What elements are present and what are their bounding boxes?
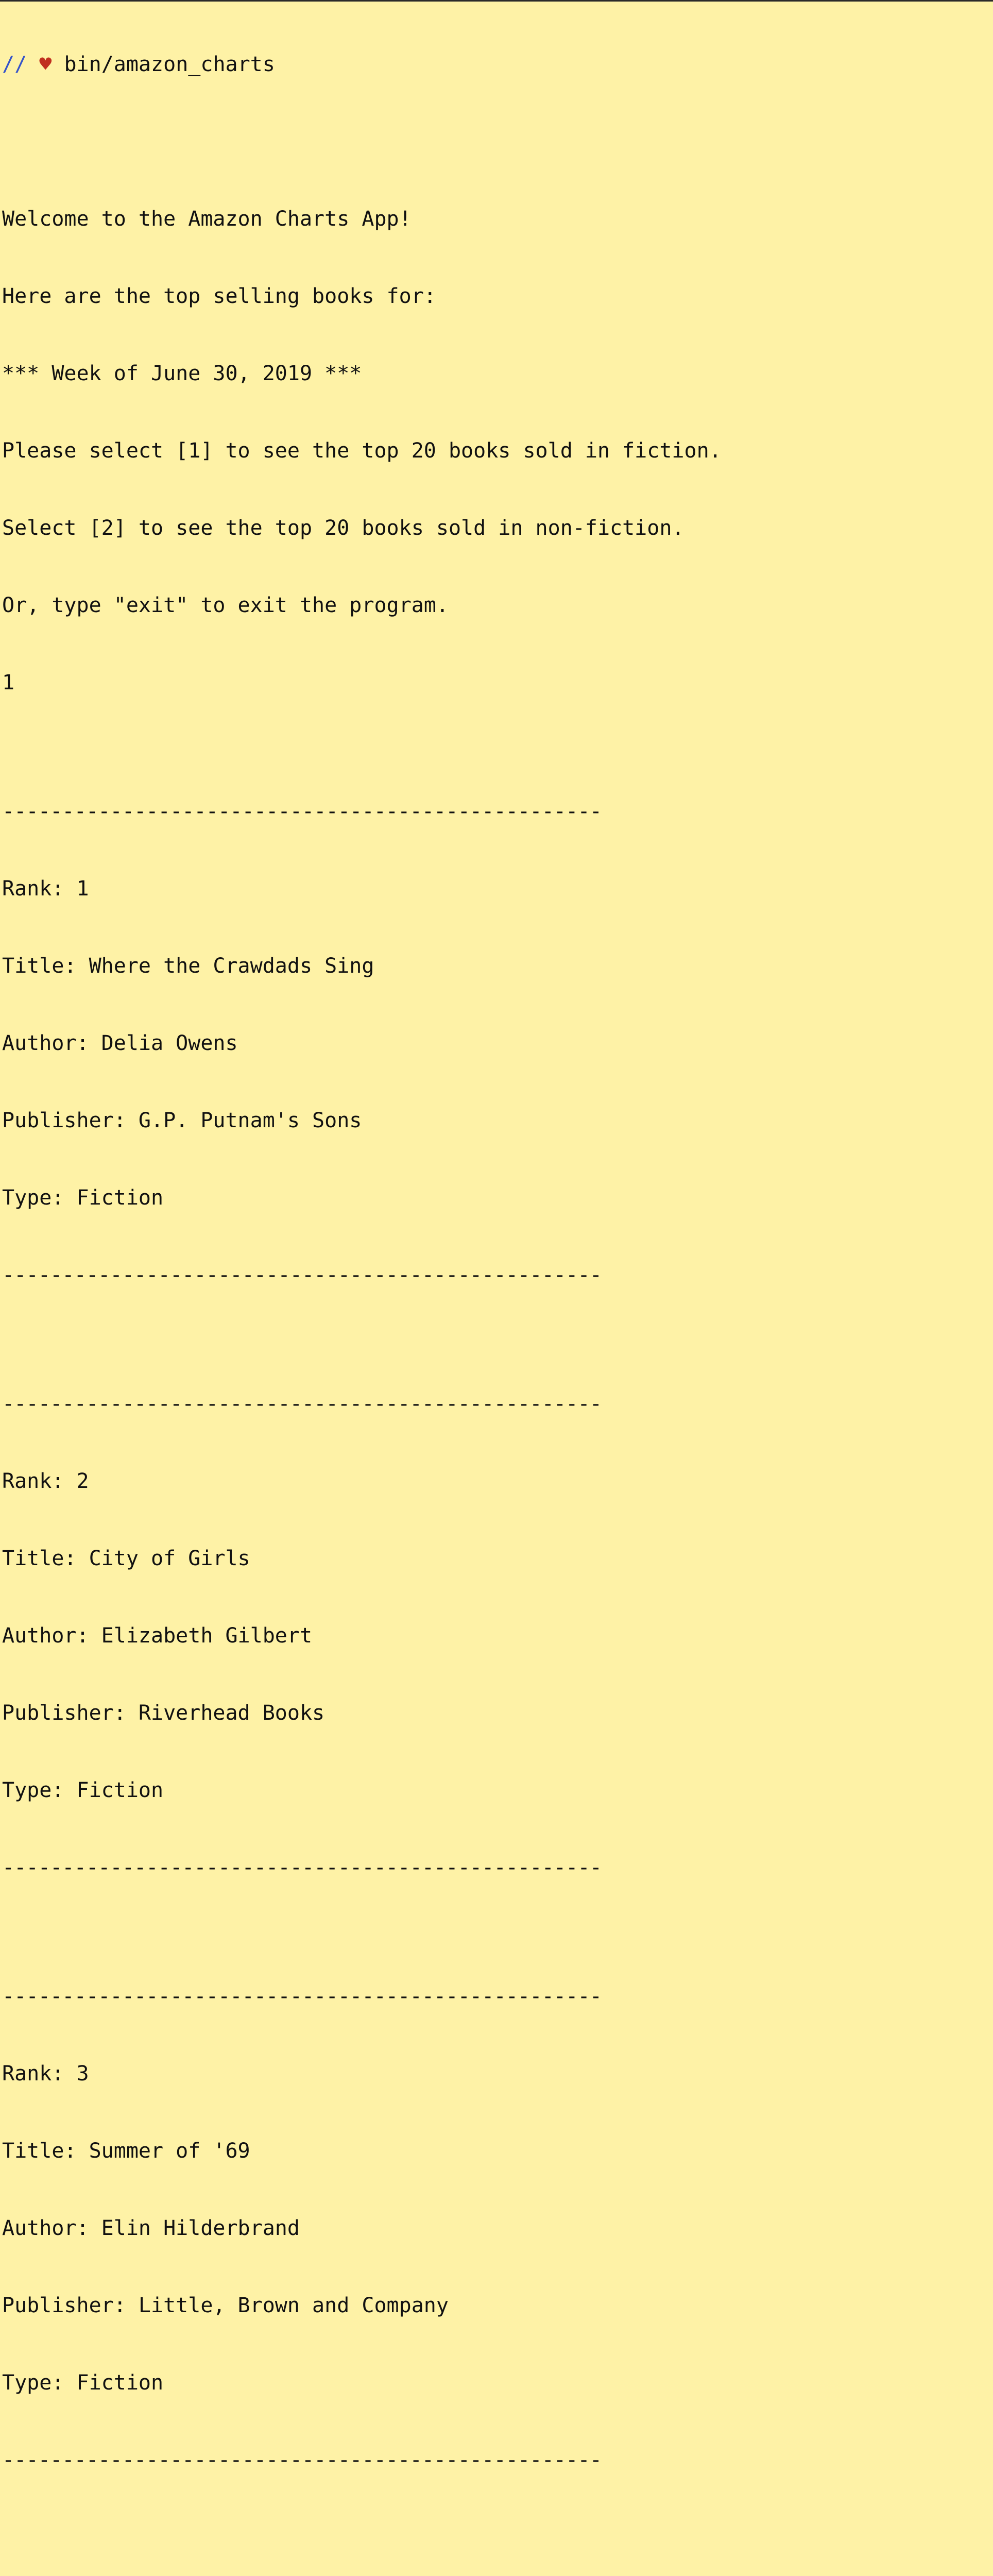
- book-author: Author: Delia Owens: [2, 1031, 238, 1055]
- separator-line: --------------------------------------------------: [2, 1263, 602, 1287]
- week-label: *** Week of June 30, 2019 ***: [2, 362, 362, 385]
- book-author: Author: Elizabeth Gilbert: [2, 1624, 313, 1648]
- book-type: Type: Fiction: [2, 1778, 164, 1802]
- book-rank: Rank: 1: [2, 877, 89, 901]
- terminal-output[interactable]: [2, 0, 991, 2576]
- separator-line: --------------------------------------------------: [2, 1392, 602, 1416]
- book-rank: Rank: 3: [2, 2062, 89, 2086]
- option-fiction-text: Please select [1] to see the top 20 books sold in fiction.: [2, 439, 722, 463]
- intro-header: Here are the top selling books for:: [2, 284, 436, 308]
- separator-line: --------------------------------------------------: [2, 800, 602, 823]
- prompt-slashes: //: [2, 53, 27, 76]
- separator-line: --------------------------------------------------: [2, 1856, 602, 1879]
- book-author: Author: Elin Hilderbrand: [2, 2216, 300, 2240]
- book-publisher: Publisher: G.P. Putnam's Sons: [2, 1109, 362, 1132]
- command-prompt-line: [2, 52, 991, 77]
- book-rank: Rank: 2: [2, 1469, 89, 1493]
- book-type: Type: Fiction: [2, 2371, 164, 2395]
- blank-line: [2, 129, 991, 155]
- option-exit-text: Or, type "exit" to exit the program.: [2, 594, 449, 617]
- option-nonfiction-text: Select [2] to see the top 20 books sold in non-fiction.: [2, 516, 684, 540]
- prompt-command: bin/amazon_charts: [64, 53, 275, 76]
- book-title: Title: Summer of '69: [2, 2139, 250, 2163]
- book-publisher: Publisher: Riverhead Books: [2, 1701, 325, 1725]
- book-publisher: Publisher: Little, Brown and Company: [2, 2294, 449, 2317]
- separator-line: --------------------------------------------------: [2, 1985, 602, 2008]
- book-type: Type: Fiction: [2, 1186, 164, 1210]
- book-title: Title: Where the Crawdads Sing: [2, 954, 374, 978]
- heart-icon: ♥: [39, 53, 52, 76]
- user-input-line: 1: [2, 671, 15, 694]
- separator-line: --------------------------------------------------: [2, 2448, 602, 2472]
- welcome-message: Welcome to the Amazon Charts App!: [2, 207, 412, 231]
- book-title: Title: City of Girls: [2, 1547, 250, 1570]
